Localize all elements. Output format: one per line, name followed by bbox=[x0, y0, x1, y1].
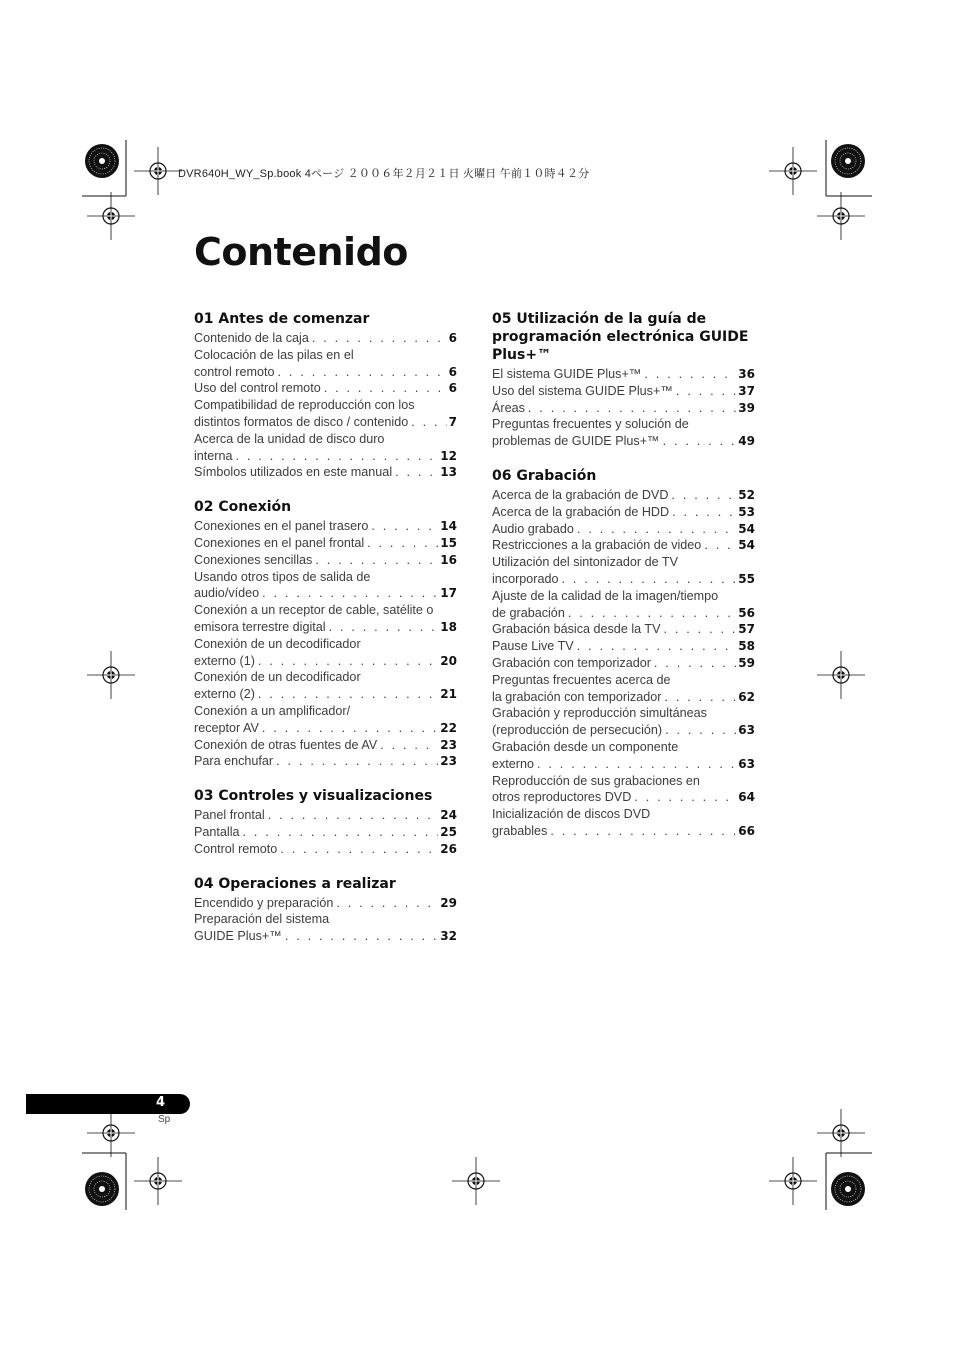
dot-leader bbox=[673, 383, 736, 400]
entry-page-number: 57 bbox=[738, 622, 755, 637]
toc-entry[interactable] bbox=[492, 537, 755, 554]
entry-last-line bbox=[194, 330, 457, 347]
entry-last-line bbox=[492, 521, 755, 538]
page-language-code: Sp bbox=[158, 1114, 171, 1125]
entry-page-number: 62 bbox=[738, 689, 755, 704]
entry-page-number: 12 bbox=[440, 448, 457, 463]
toc-entry[interactable] bbox=[492, 383, 755, 400]
toc-entry[interactable] bbox=[194, 552, 457, 569]
entry-last-line bbox=[194, 585, 457, 602]
entry-page-number: 24 bbox=[440, 808, 457, 823]
entry-page-number: 18 bbox=[440, 619, 457, 634]
entry-last-line bbox=[194, 753, 457, 770]
entry-page-number: 58 bbox=[738, 639, 755, 654]
entry-page-number: 53 bbox=[738, 504, 755, 519]
dot-leader bbox=[525, 400, 736, 417]
dot-leader bbox=[326, 619, 439, 636]
entry-page-number: 6 bbox=[448, 364, 457, 379]
entry-text-line: Preguntas frecuentes acerca de bbox=[492, 672, 671, 687]
entry-text: Audio grabado bbox=[492, 521, 574, 536]
toc-section bbox=[492, 467, 755, 840]
entry-page-number: 26 bbox=[440, 841, 457, 856]
entry-text: Uso del sistema GUIDE Plus+™ bbox=[492, 383, 673, 398]
entry-text: interna bbox=[194, 448, 233, 463]
entry-text: externo (1) bbox=[194, 653, 255, 668]
entry-last-line bbox=[492, 823, 755, 840]
entry-text: Conexiones en el panel trasero bbox=[194, 519, 369, 534]
entry-page-number: 39 bbox=[738, 400, 755, 415]
toc-entry[interactable] bbox=[492, 366, 755, 383]
dot-leader bbox=[559, 571, 737, 588]
dot-leader bbox=[259, 585, 438, 602]
toc-entry[interactable] bbox=[194, 737, 457, 754]
toc-entry[interactable] bbox=[194, 397, 457, 431]
entry-text-line: Reproducción de sus grabaciones en bbox=[492, 773, 700, 788]
entry-last-line bbox=[492, 789, 755, 806]
entry-text-line: Conexión a un amplificador/ bbox=[194, 703, 351, 718]
entry-text: externo (2) bbox=[194, 687, 255, 702]
entry-text: Conexión de otras fuentes de AV bbox=[194, 737, 378, 752]
dot-leader bbox=[641, 366, 736, 383]
entry-last-line bbox=[194, 686, 457, 703]
entry-text: Pantalla bbox=[194, 824, 240, 839]
toc-section bbox=[194, 875, 457, 945]
dot-leader bbox=[282, 928, 438, 945]
entry-last-line bbox=[194, 653, 457, 670]
entry-text: Acerca de la grabación de HDD bbox=[492, 504, 670, 519]
toc-entry[interactable] bbox=[492, 504, 755, 521]
toc-entry[interactable] bbox=[492, 621, 755, 638]
entry-text: distintos formatos de disco / contenido bbox=[194, 414, 409, 429]
entry-page-number: 56 bbox=[738, 605, 755, 620]
toc-entry[interactable] bbox=[492, 588, 755, 622]
entry-text-line: Conexión de un decodificador bbox=[194, 636, 361, 651]
page-number-tab bbox=[26, 1094, 190, 1114]
entry-last-line bbox=[492, 638, 755, 655]
entry-last-line bbox=[194, 720, 457, 737]
entry-text-line: Usando otros tipos de salida de bbox=[194, 569, 371, 584]
dot-leader bbox=[277, 841, 438, 858]
entry-last-line bbox=[492, 689, 755, 706]
entry-page-number: 55 bbox=[738, 571, 755, 586]
dot-leader bbox=[565, 605, 736, 622]
entry-last-line bbox=[194, 380, 457, 397]
dot-leader bbox=[631, 789, 736, 806]
entry-last-line bbox=[492, 504, 755, 521]
section-title: 02 Conexión bbox=[194, 499, 292, 516]
toc-entry[interactable] bbox=[194, 518, 457, 535]
entry-page-number: 23 bbox=[440, 737, 457, 752]
toc-entry[interactable] bbox=[492, 416, 755, 450]
toc-entry[interactable] bbox=[492, 773, 755, 807]
dot-leader bbox=[701, 537, 736, 554]
toc-section bbox=[492, 310, 755, 450]
entry-text: Contenido de la caja bbox=[194, 331, 309, 345]
toc-entry[interactable] bbox=[492, 554, 755, 588]
dot-leader bbox=[574, 521, 736, 538]
entry-last-line bbox=[194, 737, 457, 754]
entry-text: incorporado bbox=[492, 571, 559, 586]
dot-leader bbox=[255, 653, 438, 670]
entry-page-number: 20 bbox=[440, 653, 457, 668]
entry-text: Grabación con temporizador bbox=[492, 655, 651, 670]
entry-page-number: 59 bbox=[738, 655, 755, 670]
entry-page-number: 16 bbox=[440, 552, 457, 567]
entry-text: Encendido y preparación bbox=[194, 895, 334, 910]
toc-entry[interactable] bbox=[194, 911, 457, 945]
entry-page-number: 29 bbox=[440, 895, 457, 910]
print-info-header: DVR640H_WY_Sp.book 4ページ ２００６年２月２１日 火曜日 午前１０時４２分 bbox=[178, 168, 590, 180]
toc-entry[interactable] bbox=[194, 807, 457, 824]
dot-leader bbox=[309, 330, 447, 347]
entry-text: emisora terrestre digital bbox=[194, 619, 326, 634]
entry-text: El sistema GUIDE Plus+™ bbox=[492, 367, 642, 381]
page-number: 4 bbox=[156, 1095, 166, 1110]
toc-section bbox=[194, 498, 457, 770]
dot-leader bbox=[660, 621, 736, 638]
entry-text-line: Compatibilidad de reproducción con los bbox=[194, 398, 415, 413]
dot-leader bbox=[368, 518, 438, 535]
dot-leader bbox=[651, 655, 736, 672]
toc-entry[interactable] bbox=[194, 431, 457, 465]
entry-page-number: 54 bbox=[738, 538, 755, 553]
entry-last-line bbox=[492, 571, 755, 588]
entry-text-line: Preguntas frecuentes y solución de bbox=[492, 417, 689, 432]
entry-last-line bbox=[194, 364, 457, 381]
toc-entry[interactable] bbox=[492, 487, 755, 504]
dot-leader bbox=[574, 638, 737, 655]
toc-entry[interactable] bbox=[194, 895, 457, 912]
entry-last-line bbox=[492, 621, 755, 638]
toc-entry[interactable] bbox=[492, 672, 755, 706]
entry-last-line bbox=[492, 433, 755, 450]
entry-page-number: 52 bbox=[738, 487, 755, 502]
dot-leader bbox=[255, 686, 438, 703]
toc-entry[interactable] bbox=[194, 535, 457, 552]
entry-last-line bbox=[194, 464, 457, 481]
entry-text: Pause Live TV bbox=[492, 639, 574, 654]
entry-page-number: 54 bbox=[738, 521, 755, 536]
entry-page-number: 23 bbox=[440, 754, 457, 769]
entry-page-number: 15 bbox=[440, 535, 457, 550]
entry-last-line bbox=[492, 487, 755, 504]
dot-leader bbox=[275, 364, 447, 381]
entry-page-number: 36 bbox=[738, 367, 755, 381]
entry-text: (reproducción de persecución) bbox=[492, 723, 663, 738]
entry-last-line bbox=[492, 400, 755, 417]
toc-entry[interactable] bbox=[194, 753, 457, 770]
toc-entry[interactable] bbox=[492, 806, 755, 840]
entry-text-line: Grabación desde un componente bbox=[492, 739, 679, 754]
dot-leader bbox=[333, 895, 438, 912]
entry-text: Control remoto bbox=[194, 841, 278, 856]
entry-page-number: 63 bbox=[738, 756, 755, 771]
entry-text-line: Inicialización de discos DVD bbox=[492, 807, 651, 822]
dot-leader bbox=[661, 689, 736, 706]
entry-page-number: 17 bbox=[440, 586, 457, 601]
entry-last-line bbox=[492, 756, 755, 773]
toc-entry[interactable] bbox=[194, 703, 457, 737]
entry-text: Panel frontal bbox=[194, 808, 265, 823]
entry-text: Para enchufar bbox=[194, 754, 274, 769]
entry-text: control remoto bbox=[194, 364, 275, 379]
entry-text: Símbolos utilizados en este manual bbox=[194, 465, 393, 480]
entry-page-number: 14 bbox=[440, 519, 457, 534]
toc-entry[interactable] bbox=[492, 400, 755, 417]
entry-last-line bbox=[194, 895, 457, 912]
dot-leader bbox=[662, 722, 736, 739]
entry-page-number: 64 bbox=[738, 790, 755, 805]
entry-last-line bbox=[194, 928, 457, 945]
toc-section bbox=[194, 787, 457, 857]
entry-page-number: 25 bbox=[440, 824, 457, 839]
entry-last-line bbox=[492, 537, 755, 554]
dot-leader bbox=[408, 414, 446, 431]
entry-text: Áreas bbox=[492, 400, 525, 415]
entry-page-number: 32 bbox=[440, 929, 457, 944]
entry-text: Acerca de la grabación de DVD bbox=[492, 487, 669, 502]
entry-page-number: 21 bbox=[440, 687, 457, 702]
dot-leader bbox=[534, 756, 736, 773]
entry-page-number: 22 bbox=[440, 720, 457, 735]
entry-text: Conexiones sencillas bbox=[194, 552, 313, 567]
toc-entry[interactable] bbox=[194, 841, 457, 858]
entry-text-line: Grabación y reproducción simultáneas bbox=[492, 706, 707, 721]
entry-page-number: 63 bbox=[738, 723, 755, 738]
entry-page-number: 37 bbox=[738, 383, 755, 398]
dot-leader bbox=[240, 824, 439, 841]
dot-leader bbox=[233, 448, 439, 465]
entry-text: externo bbox=[492, 756, 535, 771]
section-title: 05 Utilización de la guía de programación electrónica GUIDE Plus+™ bbox=[492, 311, 749, 363]
entry-text-line: Ajuste de la calidad de la imagen/tiempo bbox=[492, 588, 719, 603]
toc-entry[interactable] bbox=[492, 655, 755, 672]
entry-text: audio/vídeo bbox=[194, 586, 260, 601]
entry-text-line: Conexión a un receptor de cable, satélite o bbox=[194, 603, 434, 618]
dot-leader bbox=[364, 535, 438, 552]
entry-text: GUIDE Plus+™ bbox=[194, 929, 282, 944]
entry-text-line: Utilización del sintonizador de TV bbox=[492, 555, 678, 570]
entry-text: problemas de GUIDE Plus+™ bbox=[492, 434, 660, 449]
toc-column-left bbox=[194, 310, 457, 962]
toc-entry[interactable] bbox=[492, 638, 755, 655]
entry-last-line bbox=[194, 535, 457, 552]
entry-text: Restricciones a la grabación de video bbox=[492, 538, 702, 553]
section-title: 01 Antes de comenzar bbox=[194, 311, 370, 327]
entry-last-line bbox=[194, 807, 457, 824]
entry-last-line bbox=[194, 619, 457, 636]
dot-leader bbox=[392, 464, 438, 481]
dot-leader bbox=[321, 380, 447, 397]
toc-entry[interactable] bbox=[492, 705, 755, 739]
entry-text: Conexiones en el panel frontal bbox=[194, 535, 365, 550]
toc-entry[interactable] bbox=[194, 347, 457, 381]
section-title: 04 Operaciones a realizar bbox=[194, 875, 396, 892]
dot-leader bbox=[259, 720, 438, 737]
entry-page-number: 49 bbox=[738, 434, 755, 449]
entry-last-line bbox=[492, 655, 755, 672]
dot-leader bbox=[669, 504, 736, 521]
toc-entry[interactable] bbox=[194, 464, 457, 481]
toc-column-right bbox=[492, 310, 755, 857]
dot-leader bbox=[547, 823, 736, 840]
entry-last-line bbox=[194, 448, 457, 465]
entry-text-line: Preparación del sistema bbox=[194, 912, 330, 927]
entry-text: receptor AV bbox=[194, 720, 259, 735]
toc-entry[interactable] bbox=[194, 569, 457, 603]
toc-entry[interactable] bbox=[194, 824, 457, 841]
entry-last-line bbox=[492, 605, 755, 622]
entry-text: Uso del control remoto bbox=[194, 381, 321, 396]
entry-last-line bbox=[492, 722, 755, 739]
entry-page-number: 7 bbox=[448, 414, 457, 429]
toc-entry[interactable] bbox=[492, 739, 755, 773]
entry-text: la grabación con temporizador bbox=[492, 689, 662, 704]
dot-leader bbox=[377, 737, 438, 754]
entry-page-number: 6 bbox=[448, 331, 457, 345]
entry-text-line: Acerca de la unidad de disco duro bbox=[194, 431, 385, 446]
entry-page-number: 66 bbox=[738, 823, 755, 838]
entry-last-line bbox=[194, 824, 457, 841]
dot-leader bbox=[668, 487, 736, 504]
toc-section bbox=[194, 310, 457, 481]
entry-text: Grabación básica desde la TV bbox=[492, 622, 661, 637]
section-title: 03 Controles y visualizaciones bbox=[194, 788, 433, 805]
entry-last-line bbox=[492, 383, 755, 400]
toc-entry[interactable] bbox=[194, 636, 457, 670]
toc-entry[interactable] bbox=[194, 602, 457, 636]
toc-entry[interactable] bbox=[194, 669, 457, 703]
toc-entry[interactable] bbox=[194, 380, 457, 397]
dot-leader bbox=[312, 552, 438, 569]
entry-page-number: 13 bbox=[440, 465, 457, 480]
dot-leader bbox=[273, 753, 438, 770]
dot-leader bbox=[265, 807, 439, 824]
entry-last-line bbox=[492, 366, 755, 383]
entry-text: otros reproductores DVD bbox=[492, 790, 632, 805]
entry-text-line: Colocación de las pilas en el bbox=[194, 347, 354, 362]
entry-text-line: Conexión de un decodificador bbox=[194, 670, 361, 685]
entry-text: grabables bbox=[492, 823, 548, 838]
toc-entry[interactable] bbox=[492, 521, 755, 538]
section-title: 06 Grabación bbox=[492, 467, 597, 484]
entry-text: de grabación bbox=[492, 605, 565, 620]
entry-last-line bbox=[194, 414, 457, 431]
toc-entry[interactable] bbox=[194, 330, 457, 347]
dot-leader bbox=[660, 433, 737, 450]
page-title: Contenido bbox=[194, 230, 408, 274]
entry-page-number: 6 bbox=[448, 381, 457, 396]
entry-last-line bbox=[194, 552, 457, 569]
entry-last-line bbox=[194, 841, 457, 858]
entry-last-line bbox=[194, 518, 457, 535]
